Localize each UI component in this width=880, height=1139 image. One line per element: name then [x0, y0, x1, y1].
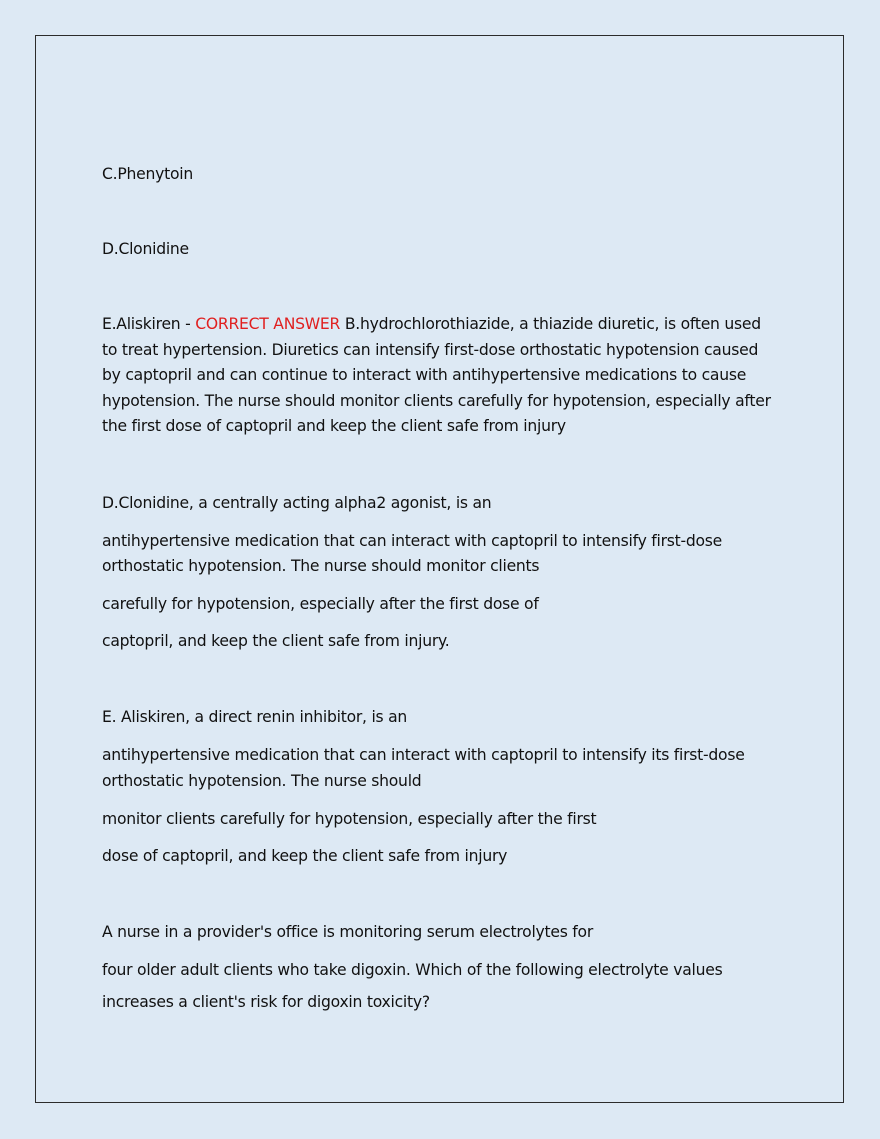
aliskiren-line: monitor clients carefully for hypotension, especially after the first	[102, 810, 597, 828]
aliskiren-line: dose of captopril, and keep the client safe from injury	[102, 847, 508, 865]
clonidine-line: orthostatic hypotension. The nurse should monitor clients	[102, 557, 540, 575]
correct-answer-label: CORRECT ANSWER	[195, 315, 341, 333]
clonidine-line: D.Clonidine, a centrally acting alpha2 agonist, is an	[102, 494, 492, 512]
option-d: D.Clonidine	[102, 240, 189, 258]
answer-prefix: E.Aliskiren -	[102, 315, 196, 333]
answer-rationale	[102, 312, 782, 440]
aliskiren-line: orthostatic hypotension. The nurse should	[102, 772, 422, 790]
rationale-line: B.hydrochlorothiazide, a thiazide diuretic, is often used	[340, 315, 761, 333]
clonidine-line: captopril, and keep the client safe from injury.	[102, 632, 450, 650]
aliskiren-line: E. Aliskiren, a direct renin inhibitor, is an	[102, 708, 408, 726]
question-line: increases a client's risk for digoxin toxicity?	[102, 993, 430, 1011]
question-line: A nurse in a provider's office is monitoring serum electrolytes for	[102, 923, 593, 941]
question-line: four older adult clients who take digoxin. Which of the following electrolyte values	[102, 961, 723, 979]
rationale-line: the first dose of captopril and keep the client safe from injury	[102, 417, 566, 435]
clonidine-line: antihypertensive medication that can interact with captopril to intensify first-dose	[102, 532, 723, 550]
option-c: C.Phenytoin	[102, 165, 193, 183]
aliskiren-line: antihypertensive medication that can interact with captopril to intensify its first-dose	[102, 746, 745, 764]
rationale-line: to treat hypertension. Diuretics can intensify first-dose orthostatic hypotension caused	[102, 340, 759, 359]
clonidine-line: carefully for hypotension, especially after the first dose of	[102, 595, 539, 613]
rationale-line: by captopril and can continue to interact with antihypertensive medications to cause	[102, 366, 747, 384]
rationale-line: hypotension. The nurse should monitor clients carefully for hypotension, especially after	[102, 391, 771, 410]
